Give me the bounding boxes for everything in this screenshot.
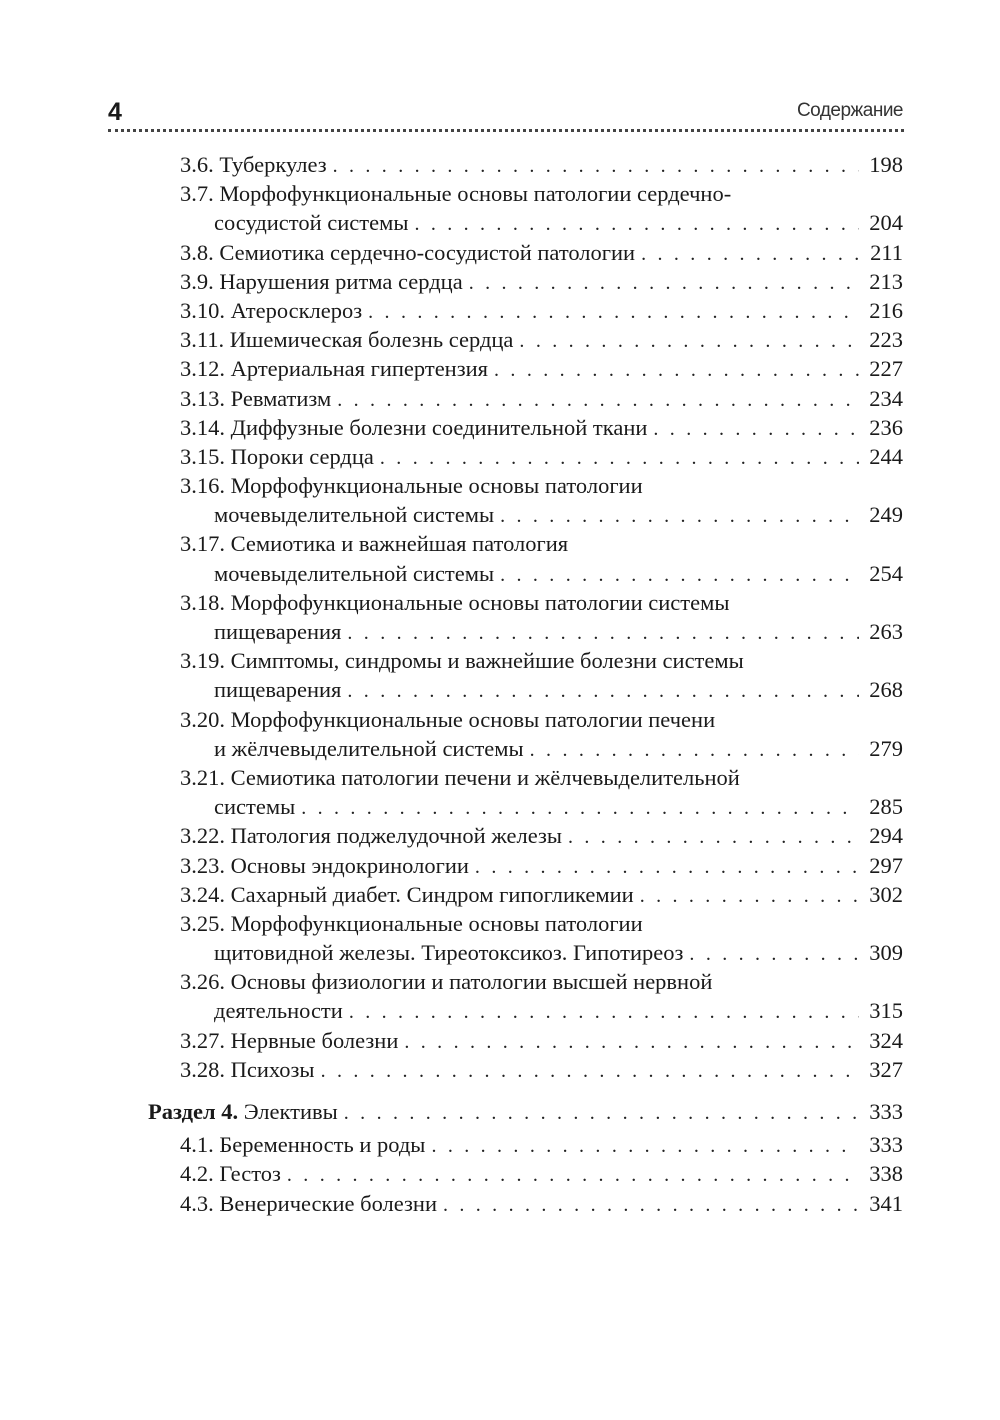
toc-line <box>214 208 903 237</box>
toc-entry[interactable] <box>0 413 1000 442</box>
toc-line <box>180 1189 903 1218</box>
toc-entry[interactable] <box>0 238 1000 267</box>
toc-page-number: 315 <box>859 996 903 1025</box>
toc-page-number: 279 <box>859 734 903 763</box>
toc-page-number: 302 <box>859 880 903 909</box>
toc-line <box>180 267 903 296</box>
leader-dots <box>469 269 859 298</box>
toc-line <box>214 996 903 1025</box>
leader-dots <box>443 1191 859 1220</box>
toc-entry-title: 3.24. Сахарный диабет. Синдром гипогликемии <box>180 880 640 909</box>
toc-entry[interactable] <box>0 1189 1000 1218</box>
toc-page-number: 244 <box>859 442 903 471</box>
toc-entry-title: 4.3. Венерические болезни <box>180 1189 443 1218</box>
toc-line <box>214 675 903 704</box>
toc-entry-title: пищеварения <box>214 675 347 704</box>
leader-dots <box>500 561 859 590</box>
leader-dots <box>568 823 859 852</box>
toc-entry-title: 4.2. Гестоз <box>180 1159 287 1188</box>
toc-entry-title: и жёлчевыделительной системы <box>214 734 530 763</box>
toc-entry-title: системы <box>214 792 301 821</box>
toc-page-number: 285 <box>859 792 903 821</box>
toc-line <box>180 763 903 792</box>
toc-page-number: 234 <box>859 384 903 413</box>
toc-entry-title: 3.17. Семиотика и важнейшая патология <box>180 531 574 556</box>
toc-line <box>180 1159 903 1188</box>
toc-entry-title: 3.7. Морфофункциональные основы патологии сердечно- <box>180 181 737 206</box>
toc-page-number: 211 <box>859 238 903 267</box>
toc-page-number: 223 <box>859 325 903 354</box>
toc-entry[interactable] <box>0 705 1000 763</box>
toc-entry-title: 3.21. Семиотика патологии печени и жёлчевыделительной <box>180 765 746 790</box>
toc-line <box>180 705 903 734</box>
toc-entry[interactable] <box>0 384 1000 413</box>
leader-dots <box>475 853 859 882</box>
toc-entry-title: 3.10. Атеросклероз <box>180 296 368 325</box>
toc-entry[interactable] <box>0 471 1000 529</box>
toc-line <box>180 967 903 996</box>
toc-entry[interactable] <box>0 1026 1000 1055</box>
toc-entry-title: 3.27. Нервные болезни <box>180 1026 404 1055</box>
leader-dots <box>640 882 859 911</box>
toc-entry[interactable] <box>0 588 1000 646</box>
toc-page-number: 263 <box>859 617 903 646</box>
leader-dots <box>431 1132 859 1161</box>
toc-entry[interactable] <box>0 529 1000 587</box>
toc-entry-title: 3.22. Патология поджелудочной железы <box>180 821 568 850</box>
toc-entry[interactable] <box>0 325 1000 354</box>
toc-entry-title: 3.8. Семиотика сердечно-сосудистой патологии <box>180 238 641 267</box>
toc-entry-title: 3.19. Симптомы, синдромы и важнейшие болезни системы <box>180 648 750 673</box>
toc-entry-title: 3.23. Основы эндокринологии <box>180 851 475 880</box>
leader-dots <box>301 794 859 823</box>
leader-dots <box>494 356 859 385</box>
toc-entry-title: пищеварения <box>214 617 347 646</box>
leader-dots <box>347 677 859 706</box>
leader-dots <box>349 998 859 1027</box>
toc-page-number: 338 <box>859 1159 903 1188</box>
toc-entry-title: 3.6. Туберкулез <box>180 150 333 179</box>
toc-line <box>180 150 903 179</box>
toc-page-number: 324 <box>859 1026 903 1055</box>
leader-dots <box>333 152 859 181</box>
toc-entry[interactable] <box>0 296 1000 325</box>
leader-dots <box>347 619 859 648</box>
toc-line <box>214 938 903 967</box>
running-title: Содержание <box>796 100 903 121</box>
section-title: Элективы <box>238 1099 338 1124</box>
toc-line <box>180 413 903 442</box>
toc-line <box>180 529 903 558</box>
leader-dots <box>641 240 859 269</box>
toc-page-number: 297 <box>859 851 903 880</box>
toc-line <box>180 821 903 850</box>
table-of-contents <box>0 150 1000 1218</box>
toc-entry[interactable] <box>0 1159 1000 1188</box>
toc-line <box>180 588 903 617</box>
toc-line <box>180 1026 903 1055</box>
toc-entry[interactable] <box>0 851 1000 880</box>
page-header <box>108 96 903 132</box>
toc-line <box>214 559 903 588</box>
toc-chapter-4-entries <box>0 1130 1000 1218</box>
toc-line <box>180 471 903 500</box>
leader-dots <box>500 502 859 531</box>
toc-entry-title: 3.13. Ревматизм <box>180 384 337 413</box>
toc-entry[interactable] <box>0 1130 1000 1159</box>
toc-entry-title: сосудистой системы <box>214 208 414 237</box>
toc-line <box>180 442 903 471</box>
toc-page-number: 333 <box>859 1130 903 1159</box>
leader-dots <box>337 386 859 415</box>
toc-entry-title: 3.11. Ишемическая болезнь сердца <box>180 325 519 354</box>
toc-entry-title: 3.18. Морфофункциональные основы патологии системы <box>180 590 735 615</box>
toc-line <box>180 1055 903 1084</box>
leader-dots <box>368 298 859 327</box>
toc-line <box>148 1097 903 1126</box>
leader-dots <box>689 940 859 969</box>
toc-page-number: 327 <box>859 1055 903 1084</box>
toc-line <box>180 851 903 880</box>
toc-page-number: 294 <box>859 821 903 850</box>
toc-page-number: 333 <box>859 1097 903 1126</box>
toc-entry[interactable] <box>0 821 1000 850</box>
toc-line <box>180 1130 903 1159</box>
toc-entry[interactable] <box>0 909 1000 967</box>
toc-line <box>214 617 903 646</box>
leader-dots <box>414 210 859 239</box>
toc-page-number: 213 <box>859 267 903 296</box>
toc-entry-title: деятельности <box>214 996 349 1025</box>
leader-dots <box>321 1057 859 1086</box>
leader-dots <box>653 415 859 444</box>
toc-line <box>180 296 903 325</box>
toc-entry[interactable] <box>0 442 1000 471</box>
toc-line <box>180 238 903 267</box>
leader-dots <box>404 1028 859 1057</box>
toc-line <box>180 325 903 354</box>
toc-page-number: 309 <box>859 938 903 967</box>
toc-entry-title: 3.25. Морфофункциональные основы патологии <box>180 911 649 936</box>
toc-entry-title: мочевыделительной системы <box>214 559 500 588</box>
toc-line <box>214 734 903 763</box>
toc-page-number: 249 <box>859 500 903 529</box>
toc-page-number: 198 <box>859 150 903 179</box>
toc-entry[interactable] <box>0 646 1000 704</box>
toc-line <box>180 880 903 909</box>
leader-dots <box>380 444 859 473</box>
toc-page-number: 268 <box>859 675 903 704</box>
toc-entry-title: 3.28. Психозы <box>180 1055 321 1084</box>
toc-entry-title <box>148 1097 344 1126</box>
toc-entry-title: 3.16. Морфофункциональные основы патологии <box>180 473 649 498</box>
toc-page-number: 254 <box>859 559 903 588</box>
toc-page-number: 341 <box>859 1189 903 1218</box>
page-number: 4 <box>108 98 122 126</box>
toc-entry[interactable] <box>0 1055 1000 1084</box>
toc-entry[interactable] <box>0 763 1000 821</box>
toc-entry-title: мочевыделительной системы <box>214 500 500 529</box>
toc-entry-title: 3.14. Диффузные болезни соединительной ткани <box>180 413 653 442</box>
toc-entry[interactable] <box>0 150 1000 179</box>
header-dotted-rule <box>108 129 904 132</box>
toc-entry[interactable] <box>0 267 1000 296</box>
toc-entry-title: 4.1. Беременность и роды <box>180 1130 431 1159</box>
toc-entry-title: 3.15. Пороки сердца <box>180 442 380 471</box>
toc-entry-title: 3.26. Основы физиологии и патологии высшей нервной <box>180 969 718 994</box>
toc-page-number: 216 <box>859 296 903 325</box>
toc-entry[interactable] <box>0 354 1000 383</box>
toc-line <box>180 646 903 675</box>
toc-section-heading[interactable] <box>0 1097 1000 1126</box>
toc-entry[interactable] <box>0 880 1000 909</box>
leader-dots <box>530 736 859 765</box>
toc-entry-title: щитовидной железы. Тиреотоксикоз. Гипотиреоз <box>214 938 689 967</box>
toc-page-number: 236 <box>859 413 903 442</box>
toc-line <box>180 179 903 208</box>
toc-entry[interactable] <box>0 967 1000 1025</box>
toc-line <box>180 909 903 938</box>
toc-line <box>180 384 903 413</box>
section-number: Раздел 4. <box>148 1099 239 1124</box>
toc-line <box>214 500 903 529</box>
leader-dots <box>519 327 859 356</box>
toc-line <box>214 792 903 821</box>
toc-entry[interactable] <box>0 179 1000 237</box>
toc-page-number: 227 <box>859 354 903 383</box>
leader-dots <box>344 1099 859 1128</box>
leader-dots <box>287 1161 859 1190</box>
toc-page-number: 204 <box>859 208 903 237</box>
toc-chapter-3-entries <box>0 150 1000 1084</box>
toc-entry-title: 3.20. Морфофункциональные основы патологии печени <box>180 707 721 732</box>
toc-entry-title: 3.9. Нарушения ритма сердца <box>180 267 469 296</box>
toc-entry-title: 3.12. Артериальная гипертензия <box>180 354 494 383</box>
toc-line <box>180 354 903 383</box>
